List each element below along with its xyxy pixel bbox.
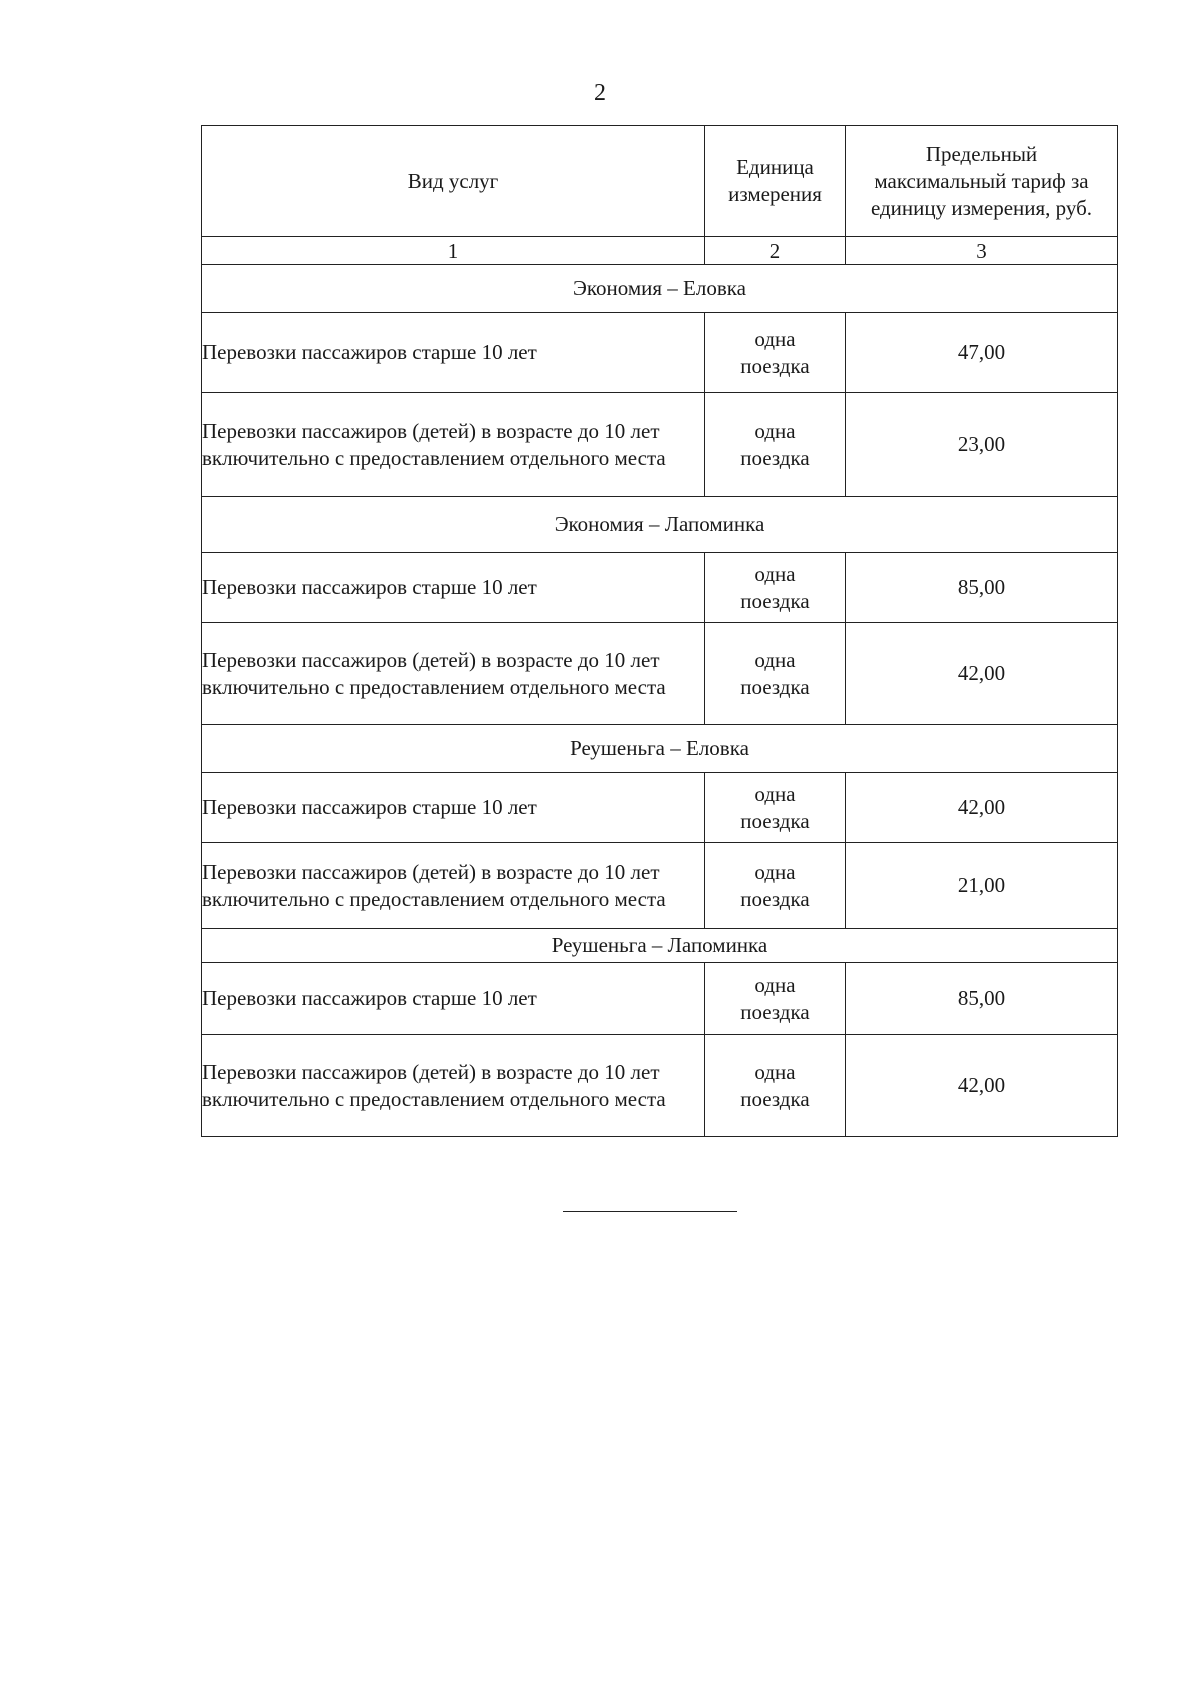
unit-cell [705,393,846,497]
service-cell: Перевозки пассажиров (детей) в возрасте до 10 лет включительно с предоставлением отдельного места [202,843,705,929]
column-number: 2 [705,237,846,265]
header-unit: Единица измерения [705,126,846,237]
unit-line: поездка [740,1086,810,1111]
tariff-table [201,125,1118,1137]
unit-line: поездка [740,999,810,1024]
tariff-cell: 47,00 [846,313,1118,393]
service-cell: Перевозки пассажиров старше 10 лет [202,553,705,623]
tariff-cell: 85,00 [846,553,1118,623]
tariff-cell: 23,00 [846,393,1118,497]
unit-line: одна [754,781,796,806]
unit-line: поездка [740,588,810,613]
unit-line: поездка [740,674,810,699]
unit-line: одна [754,418,796,443]
unit-line: поездка [740,886,810,911]
table-row [202,393,1118,497]
section-title: Экономия – Еловка [202,265,1118,313]
tariff-cell: 85,00 [846,963,1118,1035]
unit-cell [705,1035,846,1137]
section-row [202,265,1118,313]
unit-line: одна [754,972,796,997]
header-max-tariff: Предельный максимальный тариф за единицу измерения, руб. [846,126,1118,237]
unit-cell [705,313,846,393]
tariff-cell: 42,00 [846,773,1118,843]
table-row [202,553,1118,623]
unit-line: одна [754,1059,796,1084]
table-row [202,963,1118,1035]
tariff-cell: 42,00 [846,623,1118,725]
unit-cell [705,623,846,725]
tariff-cell: 21,00 [846,843,1118,929]
unit-line: одна [754,326,796,351]
service-cell: Перевозки пассажиров старше 10 лет [202,773,705,843]
service-cell: Перевозки пассажиров старше 10 лет [202,963,705,1035]
column-number: 1 [202,237,705,265]
table-row [202,313,1118,393]
unit-cell [705,553,846,623]
column-number-row [202,237,1118,265]
service-cell: Перевозки пассажиров старше 10 лет [202,313,705,393]
unit-line: поездка [740,353,810,378]
unit-cell [705,963,846,1035]
service-cell: Перевозки пассажиров (детей) в возрасте до 10 лет включительно с предоставлением отдельного места [202,393,705,497]
section-title: Экономия – Лапоминка [202,497,1118,553]
section-title: Реушеньга – Лапоминка [202,929,1118,963]
unit-line: одна [754,859,796,884]
unit-cell [705,843,846,929]
table-header-row [202,126,1118,237]
tariff-cell: 42,00 [846,1035,1118,1137]
unit-line: одна [754,647,796,672]
table-row [202,843,1118,929]
service-cell: Перевозки пассажиров (детей) в возрасте до 10 лет включительно с предоставлением отдельного места [202,623,705,725]
unit-line: поездка [740,808,810,833]
section-row [202,929,1118,963]
end-separator-line [563,1211,737,1212]
unit-cell [705,773,846,843]
table-row [202,773,1118,843]
service-cell: Перевозки пассажиров (детей) в возрасте до 10 лет включительно с предоставлением отдельного места [202,1035,705,1137]
unit-line: одна [754,561,796,586]
unit-line: поездка [740,445,810,470]
column-number: 3 [846,237,1118,265]
table-row [202,623,1118,725]
header-service-type: Вид услуг [202,126,705,237]
section-row [202,725,1118,773]
table-row [202,1035,1118,1137]
section-row [202,497,1118,553]
section-title: Реушеньга – Еловка [202,725,1118,773]
page-number: 2 [594,80,606,106]
